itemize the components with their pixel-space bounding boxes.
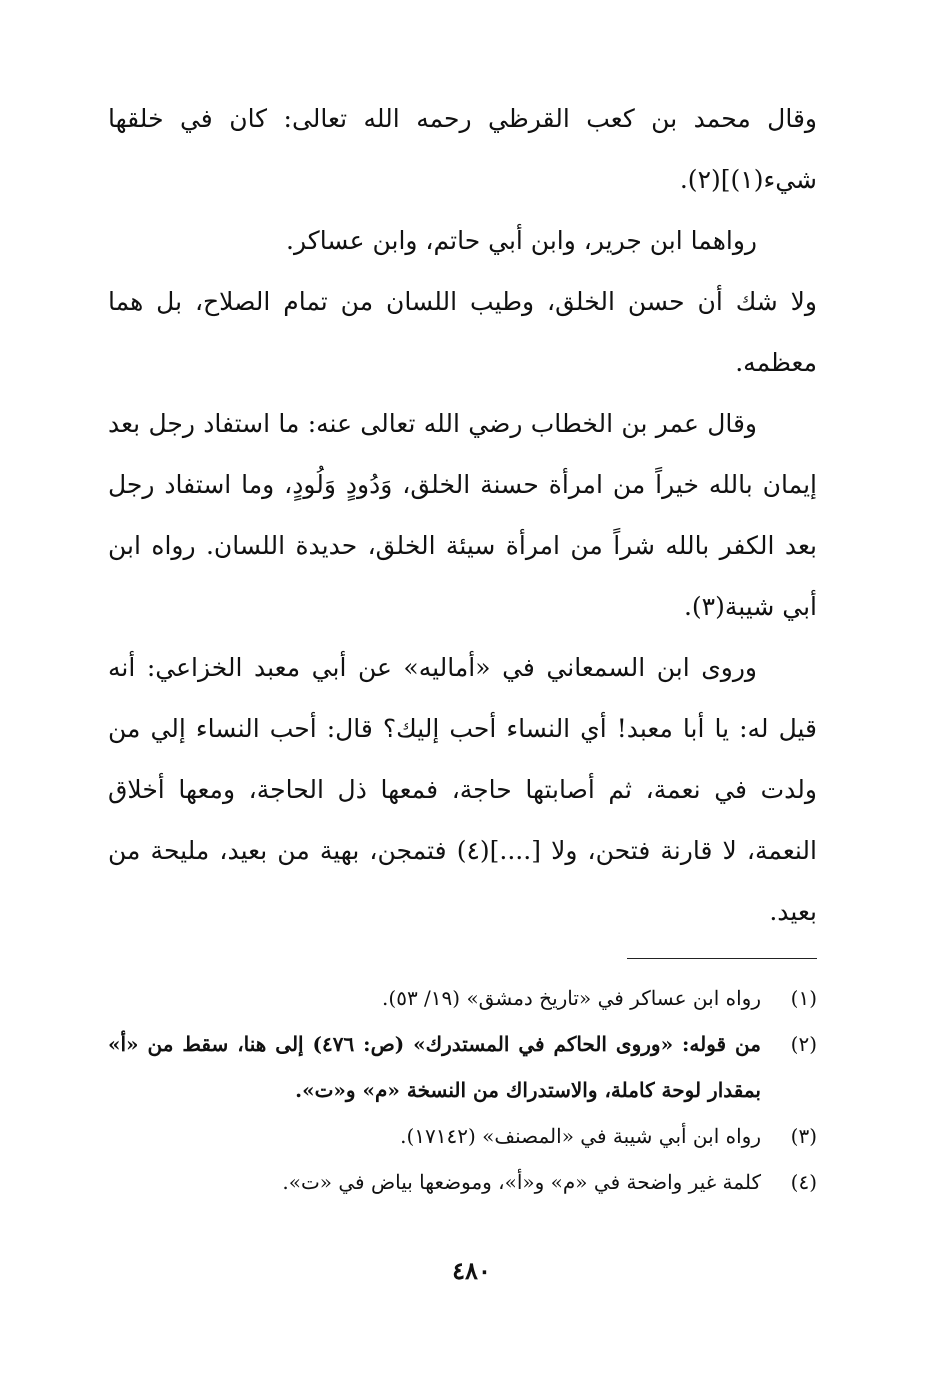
paragraph-qurazi-quote: وقال محمد بن كعب القرظي رحمه الله تعالى: كان في خلقها شيء(١)](٢).: [108, 104, 817, 194]
footnote-text: رواه ابن أبي شيبة في «المصنف» (١٧١٤٢).: [400, 1124, 761, 1148]
paragraph-umar-quote: وقال عمر بن الخطاب رضي الله تعالى عنه: ما استفاد رجل بعد إيمان بالله خيراً من امرأة حسنة الخلق، وَدُودٍ وَلُودٍ، وما استفاد رجل بعد الكفر بالله شراً من امرأة سيئة الخلق، حديدة اللسان. رواه ابن أبي شيبة(٣).: [108, 409, 817, 621]
footnote-number: (١): [790, 986, 817, 1010]
footnote-1: [108, 975, 817, 1021]
footnote-3: [108, 1113, 817, 1159]
paragraph-narrators: رواهما ابن جرير، وابن أبي حاتم، وابن عساكر.: [286, 226, 757, 255]
page-number: ٤٨٠: [452, 1256, 491, 1285]
footnote-2: [108, 1021, 817, 1113]
paragraph-good-character: ولا شك أن حسن الخلق، وطيب اللسان من تمام الصلاح، بل هما معظمه.: [108, 287, 817, 377]
main-text: [108, 88, 817, 942]
footnote-4: [108, 1159, 817, 1205]
footnotes: [108, 975, 817, 1205]
footnote-text: رواه ابن عساكر في «تاريخ دمشق» (١٩/ ٥٣).: [382, 986, 761, 1010]
footnote-separator: [627, 958, 817, 959]
footnote-text: من قوله: «وروى الحاكم في المستدرك» (ص: ٤٧٦) إلى هنا، سقط من «أ» بمقدار لوحة كاملة، والاستدراك من النسخة «م» و«ت».: [108, 1032, 761, 1102]
footnote-number: (٢): [790, 1032, 817, 1056]
footnote-number: (٣): [790, 1124, 817, 1148]
footnote-text: كلمة غير واضحة في «م» و«أ»، وموضعها بياض في «ت».: [282, 1170, 761, 1194]
paragraph-abu-mabad-quote: وروى ابن السمعاني في «أماليه» عن أبي معبد الخزاعي: أنه قيل له: يا أبا معبد! أي النساء أحب إليك؟ قال: أحب النساء إلي من ولدت في نعمة، ثم أصابتها حاجة، فمعها ذل الحاجة، ومعها أخلاق النعمة، لا قارنة فتحن، ولا [....](٤) فتمجن، بهية من بعيد، مليحة من بعيد.: [108, 653, 817, 926]
footnote-number: (٤): [790, 1170, 817, 1194]
